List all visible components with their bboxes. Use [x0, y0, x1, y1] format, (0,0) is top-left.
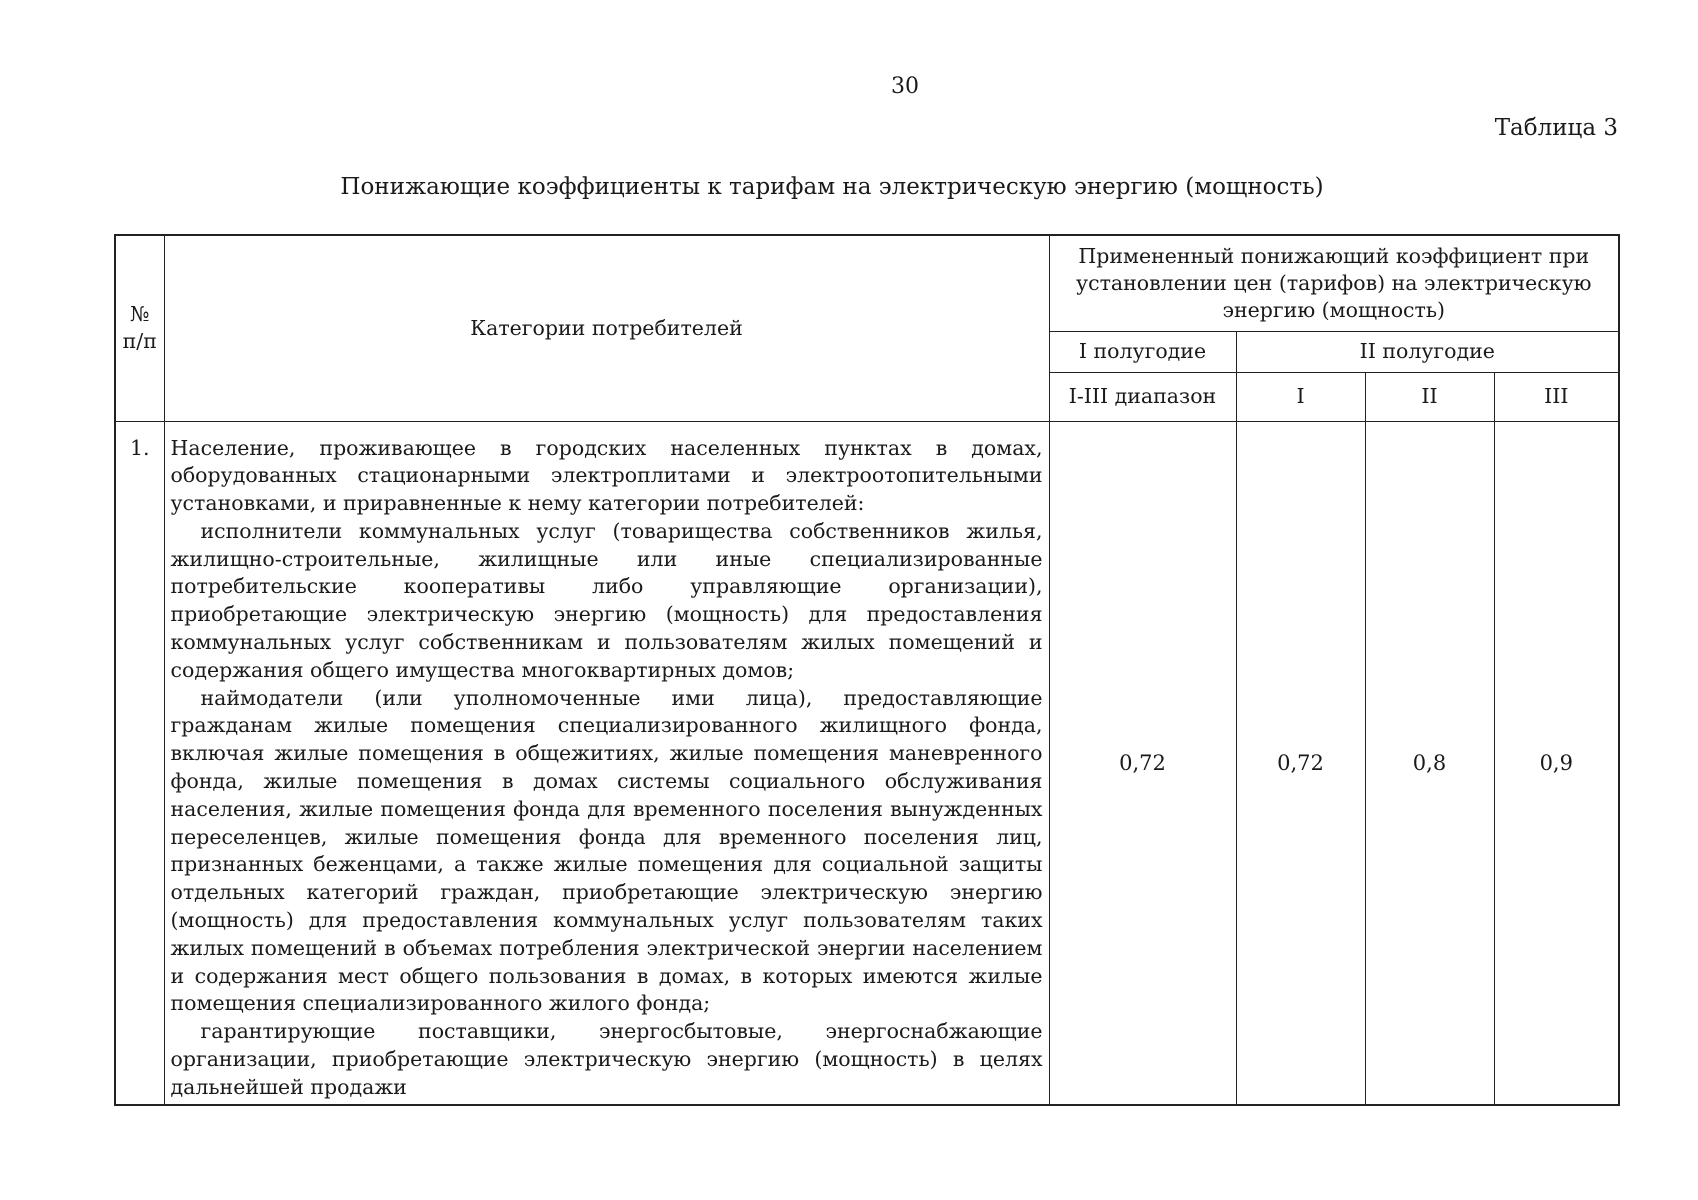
coefficients-table: [114, 234, 1620, 1106]
header-range-3: III: [1494, 372, 1619, 421]
header-half-year-1: I полугодие: [1049, 331, 1236, 372]
table-title: Понижающие коэффициенты к тарифам на электрическую энергию (мощность): [340, 174, 1324, 200]
header-range-1-3: I-III диапазон: [1049, 372, 1236, 421]
header-range-2: II: [1365, 372, 1494, 421]
row-number: 1.: [115, 421, 164, 1105]
header-range-1: I: [1236, 372, 1365, 421]
category-description: [164, 421, 1049, 1105]
value-range-3: 0,9: [1494, 421, 1619, 1105]
header-category: Категории потребителей: [164, 235, 1049, 421]
table-label: Таблица 3: [1494, 115, 1618, 141]
category-paragraph: Население, проживающее в городских населенных пунктах в домах, оборудованных стационарными электроплитами и электроотопительными установками, и приравненные к нему категории потребителей:: [170, 435, 1043, 516]
value-range-2: 0,8: [1365, 421, 1494, 1105]
header-half-year-2: II полугодие: [1236, 331, 1619, 372]
header-num: № п/п: [115, 235, 164, 421]
header-applied-coefficient: Примененный понижающий коэффициент при установлении цен (тарифов) на электрическую энергию (мощность): [1049, 235, 1619, 331]
value-range-1: 0,72: [1236, 421, 1365, 1105]
value-half-year-1: 0,72: [1049, 421, 1236, 1105]
category-paragraph: наймодатели (или уполномоченные ими лица), предоставляющие гражданам жилые помещения специализированного жилищного фонда, включая жилые помещения в общежитиях, жилые помещения маневренного фонда, жилые помещения в домах системы социального обслуживания населения, жилые помещения фонда для временного поселения вынужденных переселенцев, жилые помещения фонда для временного поселения лиц, признанных беженцами, а также жилые помещения для социальной защиты отдельных категорий граждан, приобретающие электрическую энергию (мощность) для предоставления коммунальных услуг пользователям таких жилых помещений в объемах потребления электрической энергии населением и содержания мест общего пользования в домах, в которых имеются жилые помещения специализированного жилого фонда;: [170, 685, 1043, 1016]
category-paragraph: исполнители коммунальных услуг (товарищества собственников жилья, жилищно-строительные, жилищные или иные специализированные потребительские кооперативы либо управляющие организации), приобретающие электрическую энергию (мощность) для предоставления коммунальных услуг собственникам и пользователям жилых помещений и содержания общего имущества многоквартирных домов;: [170, 518, 1043, 682]
table-row: [115, 421, 1619, 1105]
page-number: 30: [891, 74, 919, 99]
category-paragraph: гарантирующие поставщики, энергосбытовые, энергоснабжающие организации, приобретающие электрическую энергию (мощность) в целях дальнейшей продажи: [170, 1019, 1043, 1099]
